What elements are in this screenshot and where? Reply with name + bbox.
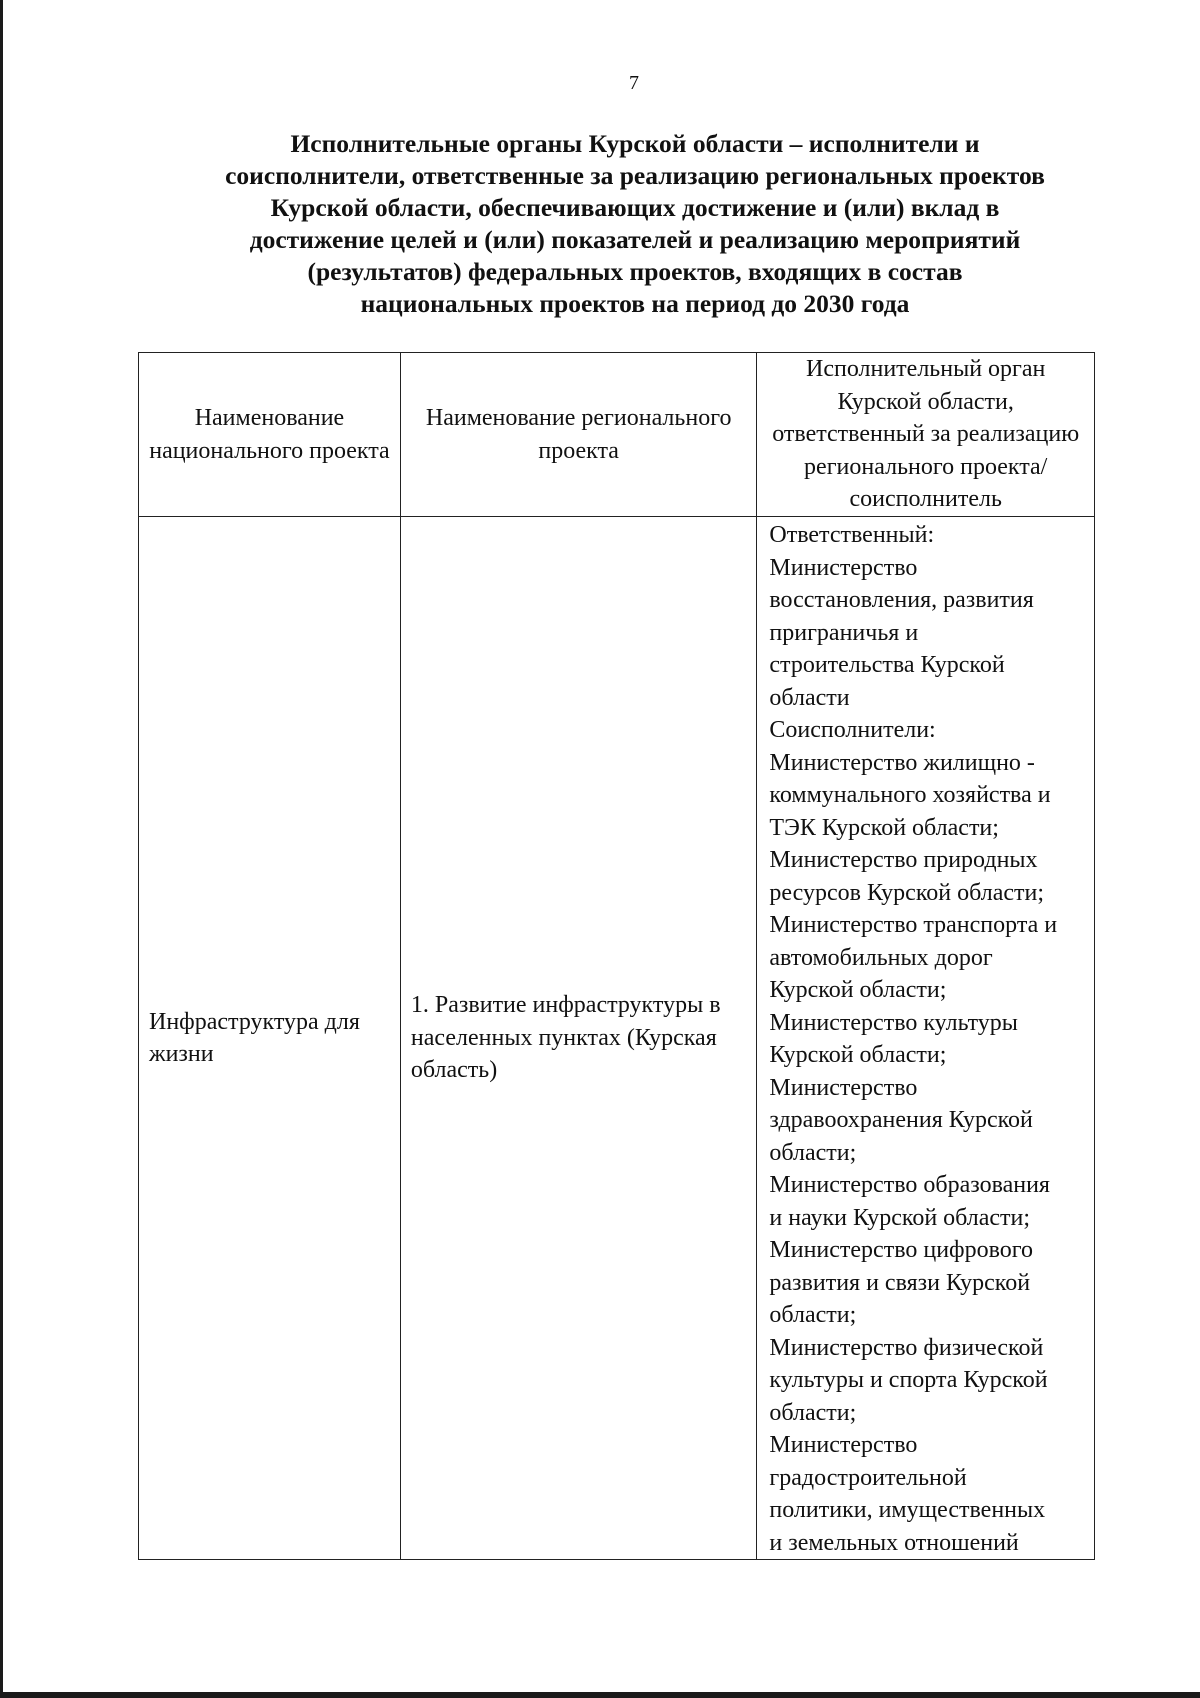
header-label: Исполнительный орган Курской области, ответственный за реализацию регионального проекта/соисполнитель <box>772 356 1080 513</box>
page-number: 7 <box>629 72 639 94</box>
executor-line: политики, имущественных <box>769 1497 1046 1523</box>
executor-line: ТЭК Курской области; <box>769 814 999 841</box>
executor-line: Министерство <box>769 1074 918 1101</box>
executor-line: приграничья и <box>769 619 919 646</box>
executor-line: культуры и спорта Курской <box>769 1367 1048 1393</box>
executors-table <box>138 352 1095 1560</box>
executor-line: Курской области; <box>769 1042 947 1068</box>
executor-line: градостроительной <box>769 1464 967 1491</box>
executor-line: и науки Курской области; <box>769 1204 1031 1231</box>
table-header-row <box>139 353 1095 517</box>
executor-line: области; <box>769 1302 857 1328</box>
executor-line: Министерство культуры <box>769 1009 1018 1036</box>
title-line: национальных проектов на период до 2030 года <box>360 289 910 318</box>
title-line: Исполнительные органы Курской области – исполнители и <box>290 129 980 158</box>
executor-line: и земельных отношений <box>769 1529 1019 1556</box>
executor-line: Министерство жилищно - <box>769 749 1035 776</box>
executor-line: области; <box>769 1139 857 1166</box>
title-line: Курской области, обеспечивающих достижение и (или) вклад в <box>270 193 1000 222</box>
executors-cell <box>757 517 1095 1560</box>
title-line: достижение целей и (или) показателей и реализацию мероприятий <box>249 225 1021 254</box>
executor-line: Министерство физической <box>769 1334 1044 1361</box>
table-row <box>139 517 1095 1560</box>
executor-line: Соисполнители: <box>769 717 936 743</box>
executor-line: области <box>769 684 850 711</box>
header-executive-body <box>757 353 1095 517</box>
executor-line: здравоохранения Курской <box>769 1107 1033 1133</box>
national-project-cell: Инфраструктура для жизни <box>139 517 401 1560</box>
executor-line: Министерство цифрового <box>769 1237 1034 1263</box>
scan-border-bottom <box>0 1692 1200 1698</box>
executor-line: Министерство <box>769 1432 918 1458</box>
document-title <box>140 128 1130 320</box>
executor-line: Министерство <box>769 554 918 581</box>
title-line: соисполнители, ответственные за реализацию региональных проектов <box>225 161 1045 190</box>
regional-project-cell: 1. Развитие инфраструктуры в населенных пунктах (Курская область) <box>400 517 756 1560</box>
header-label: Наименование регионального проекта <box>425 405 732 464</box>
executor-line: Министерство природных <box>769 847 1038 873</box>
executor-line: автомобильных дорог <box>769 944 993 971</box>
executor-line: Курской области; <box>769 977 947 1003</box>
executor-line: Министерство транспорта и <box>769 912 1058 938</box>
header-label: Наименование национального проекта <box>149 405 390 464</box>
executor-line: коммунального хозяйства и <box>769 782 1051 808</box>
executor-line: Ответственный: <box>769 522 935 548</box>
scan-border-left <box>0 0 3 1698</box>
executor-line: строительства Курской <box>769 652 1005 678</box>
title-line: (результатов) федеральных проектов, входящих в состав <box>307 257 963 286</box>
executor-line: ресурсов Курской области; <box>769 879 1044 906</box>
executor-line: области; <box>769 1399 857 1426</box>
header-national-project <box>139 353 401 517</box>
executor-line: восстановления, развития <box>769 587 1034 613</box>
executor-line: Министерство образования <box>769 1172 1050 1198</box>
executor-line: развития и связи Курской <box>769 1269 1031 1296</box>
header-regional-project <box>400 353 756 517</box>
